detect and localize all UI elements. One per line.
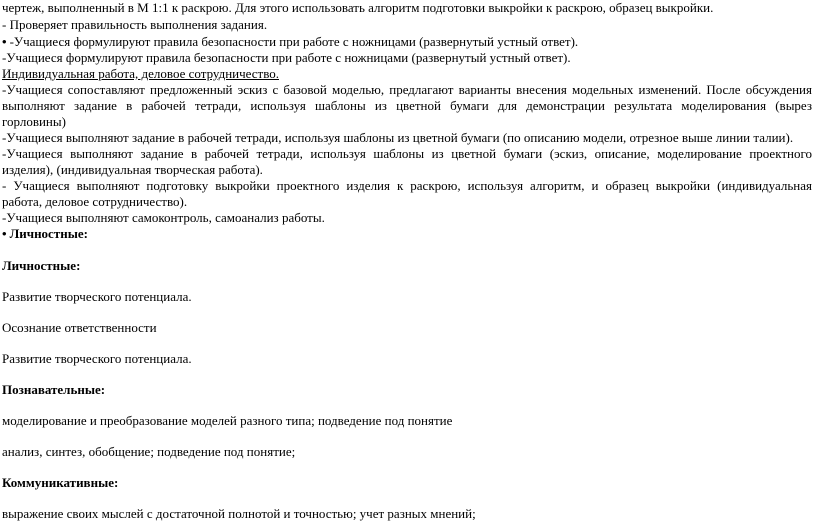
text-line: работа, деловое сотрудничество). [2, 194, 188, 209]
section-item: Развитие творческого потенциала. [2, 289, 192, 304]
section-item: выражение своих мыслей с достаточной полнотой и точностью; учет разных мнений; [2, 506, 476, 521]
text-line: чертеж, выполненный в М 1:1 к раскрою. Для этого использовать алгоритм подготовки выкройки к раскрою, образец выкройки. [2, 0, 714, 15]
text-line: -Учащиеся выполняют задание в рабочей тетради, используя шаблоны из цветной бумаги (эскиз, описание, моделирование проектного [2, 146, 812, 161]
text-line: горловины) [2, 114, 66, 129]
text-line: -Учащиеся выполняют самоконтроль, самоанализ работы. [2, 210, 325, 225]
text-line: выполняют задание в рабочей тетради, используя шаблоны из цветной бумаги для демонстрации результата моделирования (вырез [2, 98, 812, 113]
section-item: моделирование и преобразование моделей разного типа; подведение под понятие [2, 413, 453, 428]
section-item: анализ, синтез, обобщение; подведение под понятие; [2, 444, 296, 459]
section-item: Осознание ответственности [2, 320, 157, 335]
section-heading: Коммуникативные: [2, 475, 119, 490]
section-heading: Личностные: [2, 258, 81, 273]
text-line: - Проверяет правильность выполнения задания. [2, 17, 268, 32]
section-item: Развитие творческого потенциала. [2, 351, 192, 366]
text-line: -Учащиеся формулируют правила безопасности при работе с ножницами (развернутый устный ответ). [9, 34, 579, 49]
section-heading: Познавательные: [2, 382, 106, 397]
text-line: -Учащиеся сопоставляют предложенный эскиз с базовой моделью, предлагают варианты внесения модельных изменений. После обсуждения [2, 82, 812, 97]
bullet-line [2, 34, 578, 50]
text-line: - Учащиеся выполняют подготовку выкройки проектного изделия к раскрою, используя алгоритм, и образец выкройки (индивидуальная [2, 178, 812, 193]
underlined-heading: Индивидуальная работа, деловое сотрудничество. [2, 66, 279, 81]
bullet-icon: • [2, 226, 7, 241]
text-line: изделия), (индивидуальная творческая работа). [2, 162, 263, 177]
section-heading: Личностные: [9, 226, 88, 241]
text-line: -Учащиеся выполняют задание в рабочей тетради, используя шаблоны из цветной бумаги (по описанию модели, отрезное выше линии талии). [2, 130, 794, 145]
text-line: -Учащиеся формулируют правила безопасности при работе с ножницами (развернутый устный ответ). [2, 50, 571, 65]
bullet-line [2, 226, 88, 242]
bullet-icon: • [2, 34, 7, 49]
